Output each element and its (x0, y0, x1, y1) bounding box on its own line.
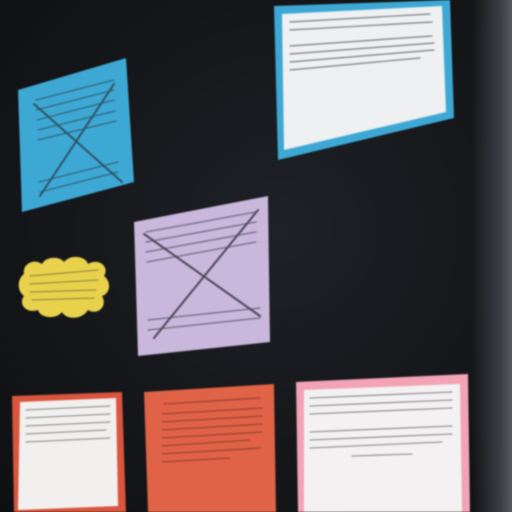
blue-framed-sheet (270, 0, 460, 162)
board-edge (472, 0, 512, 512)
orange-framed-sheet (10, 390, 130, 512)
blue-x-note (14, 54, 138, 218)
pink-framed-sheet (292, 372, 476, 512)
yellow-cloud-note (16, 254, 114, 322)
red-text-note (140, 380, 280, 512)
purple-x-note (130, 192, 276, 362)
